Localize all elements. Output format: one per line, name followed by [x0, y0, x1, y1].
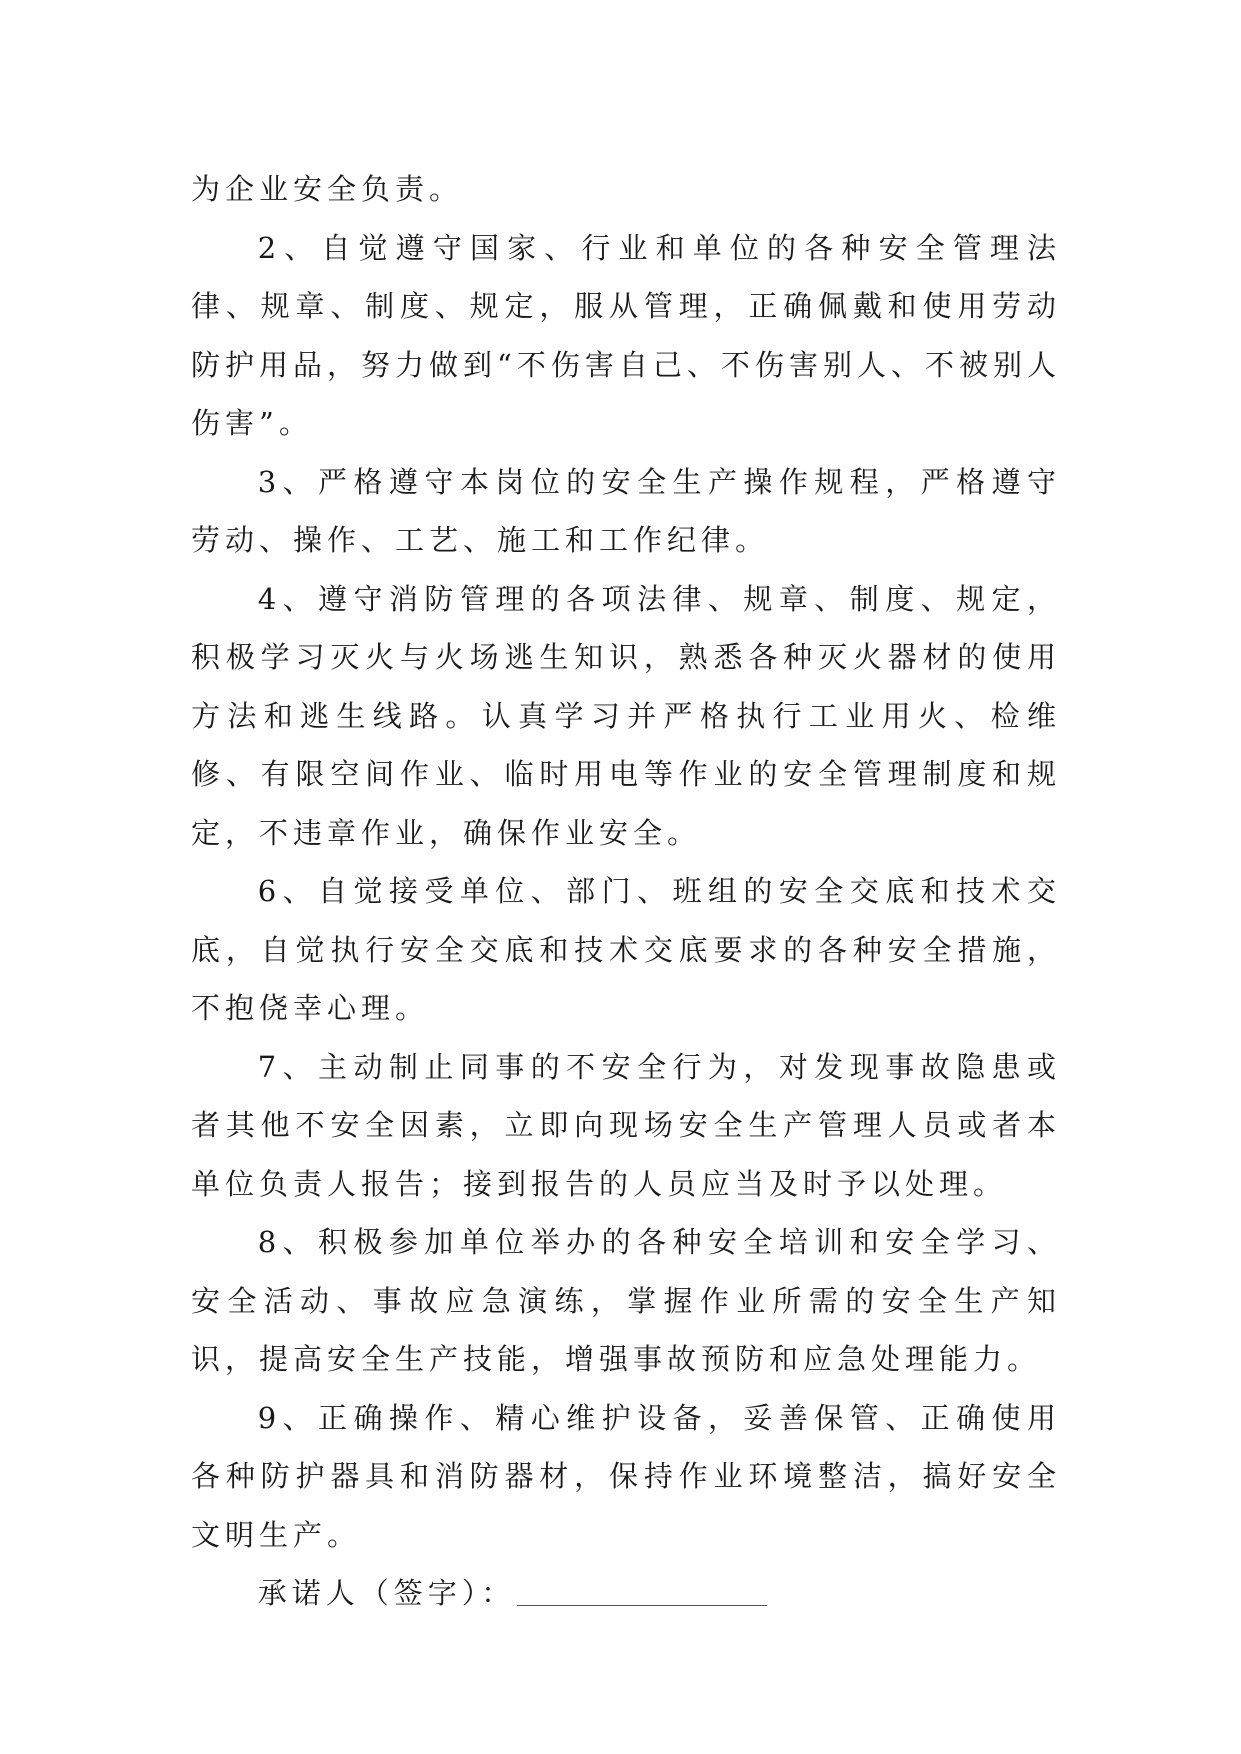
paragraph-continuation: 为企业安全负责。: [191, 172, 464, 206]
document-body: [191, 160, 1061, 1623]
paragraph-item-3: 3、严格遵守本岗位的安全生产操作规程，严格遵守劳动、操作、工艺、施工和工作纪律。: [191, 464, 1061, 557]
paragraph-item-6: 6、自觉接受单位、部门、班组的安全交底和技术交底，自觉执行安全交底和技术交底要求的各种安全措施，不抱侥幸心理。: [191, 874, 1061, 1025]
paragraph-item-8: 8、积极参加单位举办的各种安全培训和安全学习、安全活动、事故应急演练，掌握作业所需的安全生产知识，提高安全生产技能，增强事故预防和应急处理能力。: [191, 1225, 1061, 1376]
paragraph-item-7: 7、主动制止同事的不安全行为，对发现事故隐患或者其他不安全因素，立即向现场安全生产管理人员或者本单位负责人报告；接到报告的人员应当及时予以处理。: [191, 1049, 1061, 1201]
signature-label: 承诺人（签字）：: [257, 1576, 516, 1610]
paragraph-item-9: 9、正确操作、精心维护设备，妥善保管、正确使用各种防护器具和消防器材，保持作业环境整洁，搞好安全文明生产。: [191, 1400, 1061, 1552]
signature-line[interactable]: [517, 1604, 767, 1606]
signature-row: [191, 1564, 1061, 1623]
paragraph-item-4: 4、遵守消防管理的各项法律、规章、制度、规定，积极学习灭火与火场逃生知识，熟悉各种灭火器材的使用方法和逃生线路。认真学习并严格执行工业用火、检维修、有限空间作业、临时用电等作业的安全管理制度和规定，不违章作业，确保作业安全。: [191, 581, 1061, 850]
paragraph-item-2: 2、自觉遵守国家、行业和单位的各种安全管理法律、规章、制度、规定，服从管理，正确佩戴和使用劳动防护用品，努力做到“不伤害自己、不伤害别人、不被别人伤害”。: [191, 230, 1061, 440]
